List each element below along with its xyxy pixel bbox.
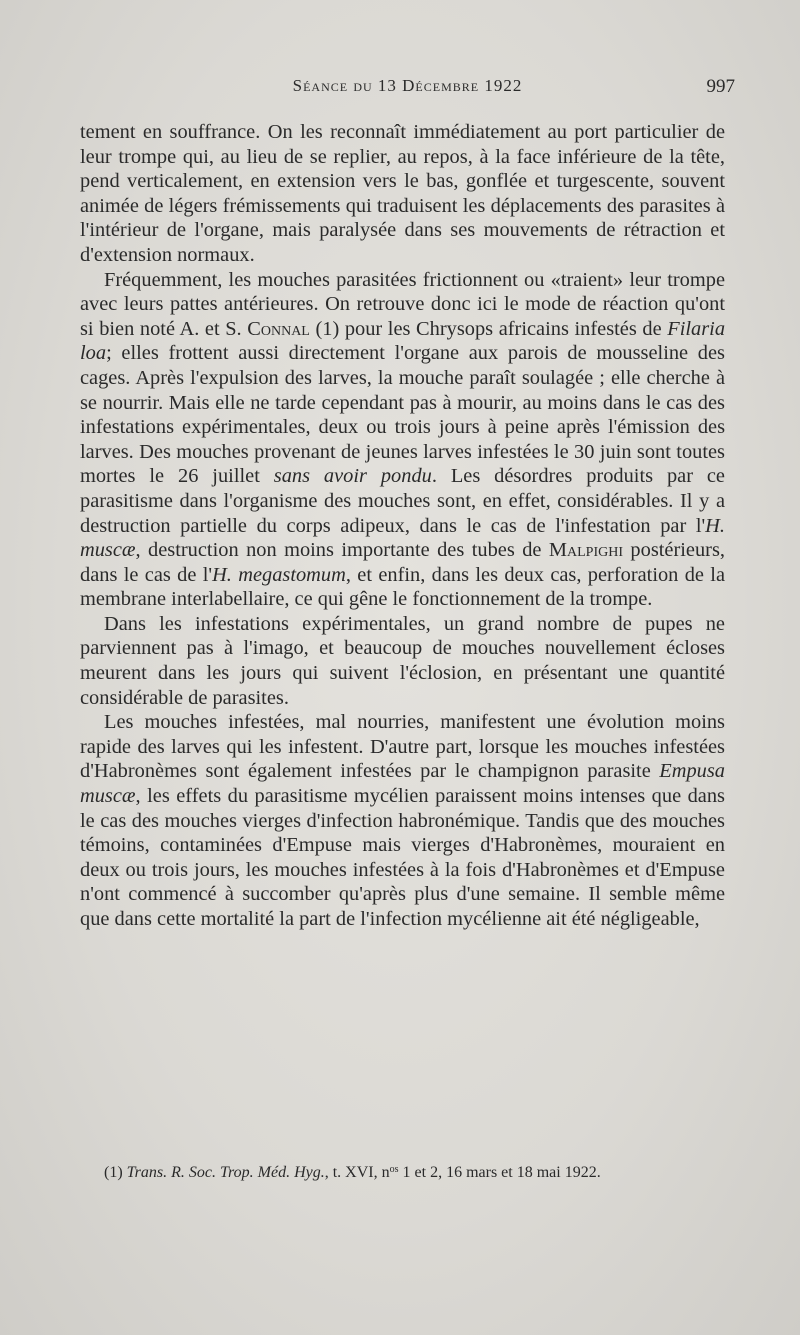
species-h-muscae: H. muscæ	[80, 514, 725, 562]
species-h-megastomum: H. megastomum	[212, 563, 346, 586]
footnote-journal: Trans. R. Soc. Trop. Méd. Hyg.	[126, 1164, 325, 1181]
paragraph-2-text-d: . Les désordres produits par ce parasitisme dans l'organisme des mouches sont, en effet, considérables. Il y a destruction partielle du corps adipeux, dans le cas de l'infestation par l'	[80, 465, 725, 537]
paragraph-2-text-f: postérieurs, dans le cas de l'	[80, 539, 725, 586]
footnote-mark: (1)	[104, 1164, 123, 1181]
paragraph-2-text-b: (1) pour les Chrysops africains infestés de	[309, 317, 668, 340]
paragraph-2-text-e: , destruction non moins importante des tubes de	[135, 539, 549, 562]
author-malpighi: Malpighi	[548, 539, 623, 562]
paragraph-2	[80, 268, 725, 612]
species-filaria-loa: Filaria loa	[80, 317, 726, 365]
footnote-superscript: os	[389, 1164, 399, 1175]
species-empusa-muscae: Empusa muscæ	[80, 760, 725, 808]
paragraph-4-text-b: , les effets du parasitisme mycélien paraissent moins intenses que dans le cas des mouches vierges d'infection habronémique. Tandis que des mouches témoins, contaminées d'Empuse mais vierges d'Habronèmes, mouraient en deux ou trois jours, les mouches infestées à la fois d'Habronèmes et d'Empuse n'ont commencé à succomber qu'après plus d'une semaine. Il semble même que dans cette mortalité la part de l'infection mycélienne ait été négligeable,	[80, 785, 725, 930]
paragraph-2-text-c: ; elles frottent aussi directement l'organe aux parois de mousseline des cages. Après l'expulsion des larves, la mouche paraît soulagée ; elle cherche à se nourrir. Mais elle ne tarde cependant pas à mourir, au moins dans le cas des infestations expérimentales, deux ou trois jours à peine après l'émission des larves. Des mouches provenant de jeunes larves infestées le 30 juin sont toutes mortes le 26 juillet	[80, 342, 725, 488]
paragraph-4-text-a: Les mouches infestées, mal nourries, manifestent une évolution moins rapide des larves qui les infestent. D'autre part, lorsque les mouches infestées d'Habronèmes sont également infestées par le champignon parasite	[80, 711, 725, 783]
footnote-text-b: 1 et 2, 16 mars et 18 mai 1922.	[398, 1164, 601, 1181]
phrase-sans-avoir-pondu: sans avoir pondu	[273, 465, 432, 488]
page-header	[80, 76, 735, 102]
page-number: 997	[706, 76, 735, 97]
paragraph-4	[80, 710, 725, 931]
paragraph-1	[80, 120, 725, 268]
body-text	[80, 120, 725, 932]
paragraph-1-text: tement en souffrance. On les reconnaît immédiatement au port particulier de leur trompe qui, au lieu de se replier, au repos, à la face inférieure de la tête, pend verticalement, en extension vers le bas, gonflée et turgescente, souvent animée de légers frémissements qui traduisent les déplacements des parasites à l'intérieur de l'organe, mais paralysée dans ses mouvements de rétraction et d'extension normaux.	[80, 121, 725, 266]
footnote	[80, 1158, 725, 1185]
author-connal: Connal	[247, 317, 310, 340]
paragraph-3	[80, 612, 725, 710]
footnote-text-a: , t. XVI, n	[324, 1164, 390, 1181]
paragraph-3-text: Dans les infestations expérimentales, un grand nombre de pupes ne parviennent pas à l'imago, et beaucoup de mouches nouvellement écloses meurent dans les jours qui suivent l'éclosion, en présentant une quantité considérable de parasites.	[80, 612, 725, 709]
running-head: Séance du 13 Décembre 1922	[292, 76, 523, 95]
paragraph-2-text-a: Fréquemment, les mouches parasitées frictionnent ou «traient» leur trompe avec leurs pattes antérieures. On retrouve donc ici le mode de réaction qu'ont si bien noté A. et S.	[80, 268, 725, 340]
paragraph-2-text-g: , et enfin, dans les deux cas, perforation de la membrane interlabellaire, ce qui gêne le fonctionnement de la trompe.	[80, 563, 726, 611]
